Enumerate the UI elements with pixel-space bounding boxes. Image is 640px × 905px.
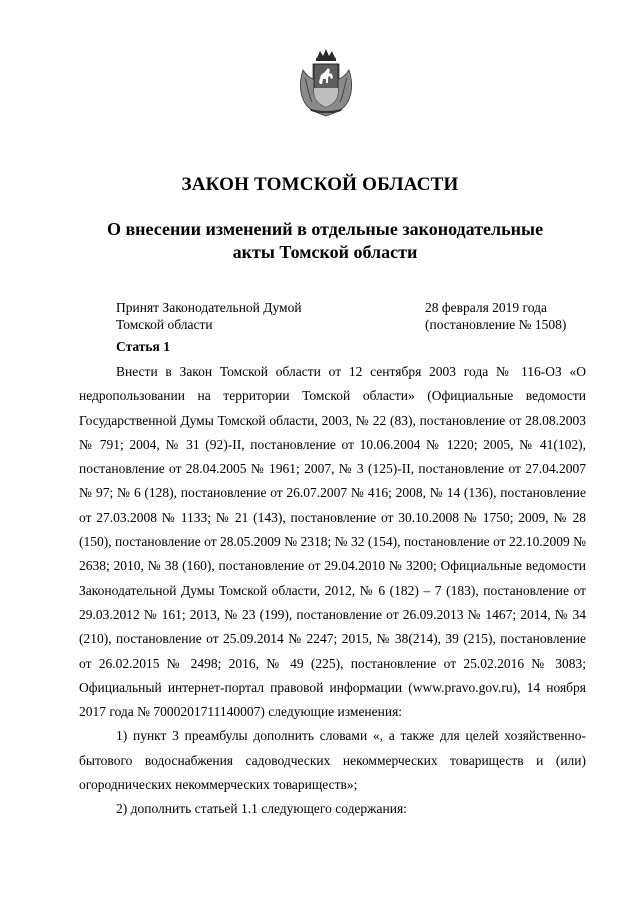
adopted-by-line-1: Принят Законодательной Думой [116,300,302,315]
article-heading: Статья 1 [116,339,170,354]
tomsk-region-coat-of-arms-icon [295,48,357,118]
adopted-by [116,299,302,333]
subtitle-line-2: акты Томской области [232,242,418,262]
article-body [79,360,586,822]
article-paragraph-3: 2) дополнить статьей 1.1 следующего содержания: [116,801,407,817]
article-paragraph-2: 1) пункт 3 преамбулы дополнить словами «, а также для целей хозяйственно-бытового водоснабжения садоводческих некоммерческих товариществ и (или) огороднических некоммерческих товариществ»; [79,728,586,793]
adopted-by-line-2: Томской области [116,317,213,332]
article-paragraph-1: Внести в Закон Томской области от 12 сентября 2003 года № 116-ОЗ «О недропользовании на территории Томской области» (Официальные ведомости Государственной Думы Томской области, 2003, № 22 (83), постановление от 28.08.2003 № 791; 2004, № 31 (92)-II, постановление от 10.06.2004 № 1220; 2005, № 41(102), постановление от 28.04.2005 № 1961; 2007, № 3 (125)-II, постановление от 27.04.2007 № 97; № 6 (128), постановление от 26.07.2007 № 416; 2008, № 14 (136), постановление от 27.03.2008 № 1133; № 21 (143), постановление от 30.10.2008 № 1750; 2009, № 28 (150), постановление от 28.05.2009 № 2318; № 32 (154), постановление от 22.10.2009 № 2638; 2010, № 38 (160), постановление от 29.04.2010 № 3200; Официальные ведомости Законодательной Думы Томской области, 2012, № 6 (182) – 7 (183), постановление от 29.03.2012 № 161; 2013, № 23 (199), постановление от 26.09.2013 № 1467; 2014, № 34 (210), постановление от 25.09.2014 № 2247; 2015, № 38(214), 39 (215), постановление от 26.02.2015 № 2498; 2016, № 49 (225), постановление от 25.02.2016 № 3083; Официальный интернет-портал правовой информации (www.pravo.gov.ru), 14 ноября 2017 года № 7000201711140007) следующие изменения: [79,364,586,720]
law-title: ЗАКОН ТОМСКОЙ ОБЛАСТИ [181,174,459,195]
adoption-date-block [425,299,566,333]
adoption-resolution: (постановление № 1508) [425,317,567,332]
subtitle-line-1: О внесении изменений в отдельные законодательные [106,219,544,239]
adoption-date: 28 февраля 2019 года [425,300,547,315]
law-subtitle [60,218,590,264]
